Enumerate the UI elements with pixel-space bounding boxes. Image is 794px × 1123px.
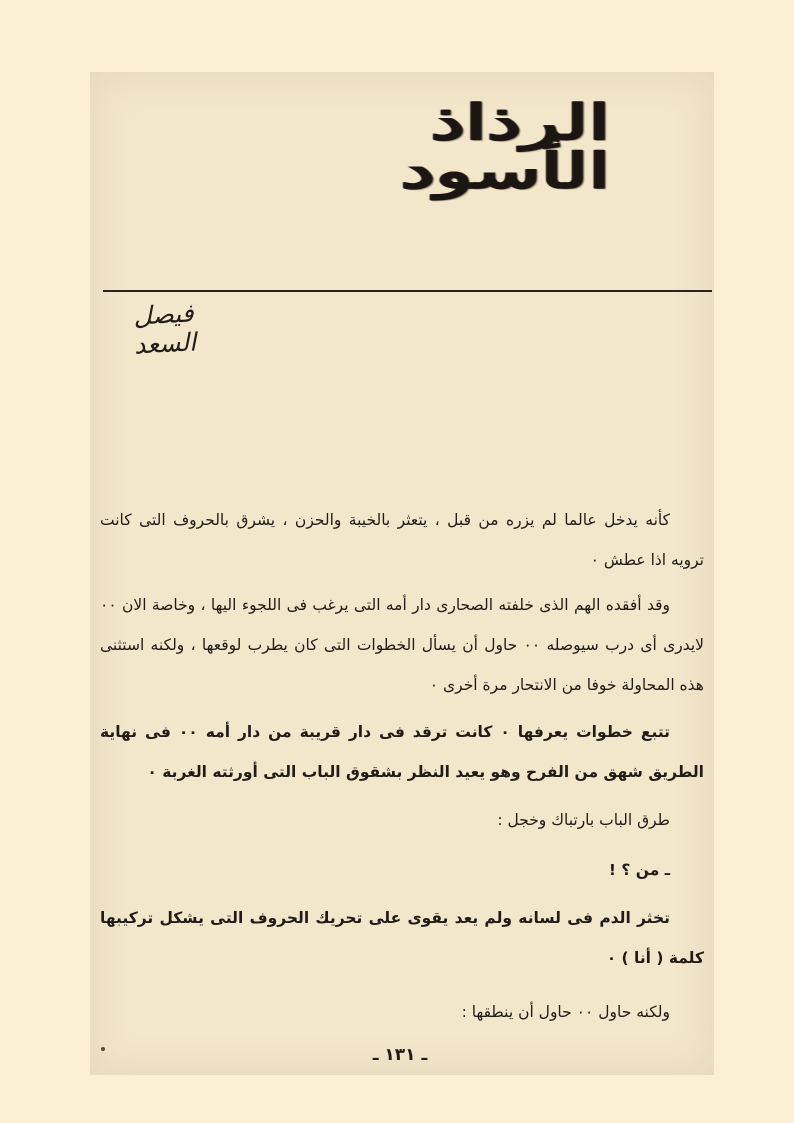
author-signature: فيصل السعد [132, 298, 197, 360]
paragraph-3 [100, 712, 704, 792]
story-title: الرذاذ الأسود [400, 94, 610, 200]
paragraph-5-text: ـ من ؟ ! [608, 861, 670, 879]
paragraph-2-text: وقد أفقده الهم الذى خلفته الصحارى دار أمه التى يرغب فى اللجوء اليها ، وخاصة الان ٠٠ لايدرى أى درب سيوصله ٠٠ حاول أن يسأل الخطوات التى كان يطرب لوقعها ، ولكنه استثنى هذه المحاولة خوفا من الانتحار مرة أخرى ٠ [100, 596, 704, 694]
paragraph-6 [100, 898, 704, 978]
page-number: ـ ١٣١ ـ [372, 1045, 428, 1065]
paragraph-1 [100, 500, 704, 580]
paragraph-2 [100, 585, 704, 705]
title-divider [103, 290, 712, 292]
paragraph-1-text: كأنه يدخل عالما لم يزره من قبل ، يتعثر بالخيبة والحزن ، يشرق بالحروف التى كانت ترويه اذا عطش ٠ [100, 511, 704, 569]
paragraph-7 [100, 992, 704, 1032]
paragraph-6-text: تخثر الدم فى لسانه ولم يعد يقوى على تحريك الحروف التى يشكل تركيبها كلمة ( أنا ) ٠ [100, 909, 704, 967]
paragraph-5 [100, 850, 704, 890]
paragraph-4-text: طرق الباب بارتباك وخجل : [497, 811, 670, 829]
paragraph-3-text: تتبع خطوات يعرفها ٠ كانت ترقد فى دار قريبة من دار أمه ٠٠ فى نهاية الطريق شهق من الفرح وهو يعيد النظر بشقوق الباب التى أورثته الغربة ٠ [100, 723, 704, 781]
paragraph-7-text: ولكنه حاول ٠٠ حاول أن ينطقها : [461, 1003, 670, 1021]
ink-speck [101, 1047, 105, 1051]
paragraph-4 [100, 800, 704, 840]
